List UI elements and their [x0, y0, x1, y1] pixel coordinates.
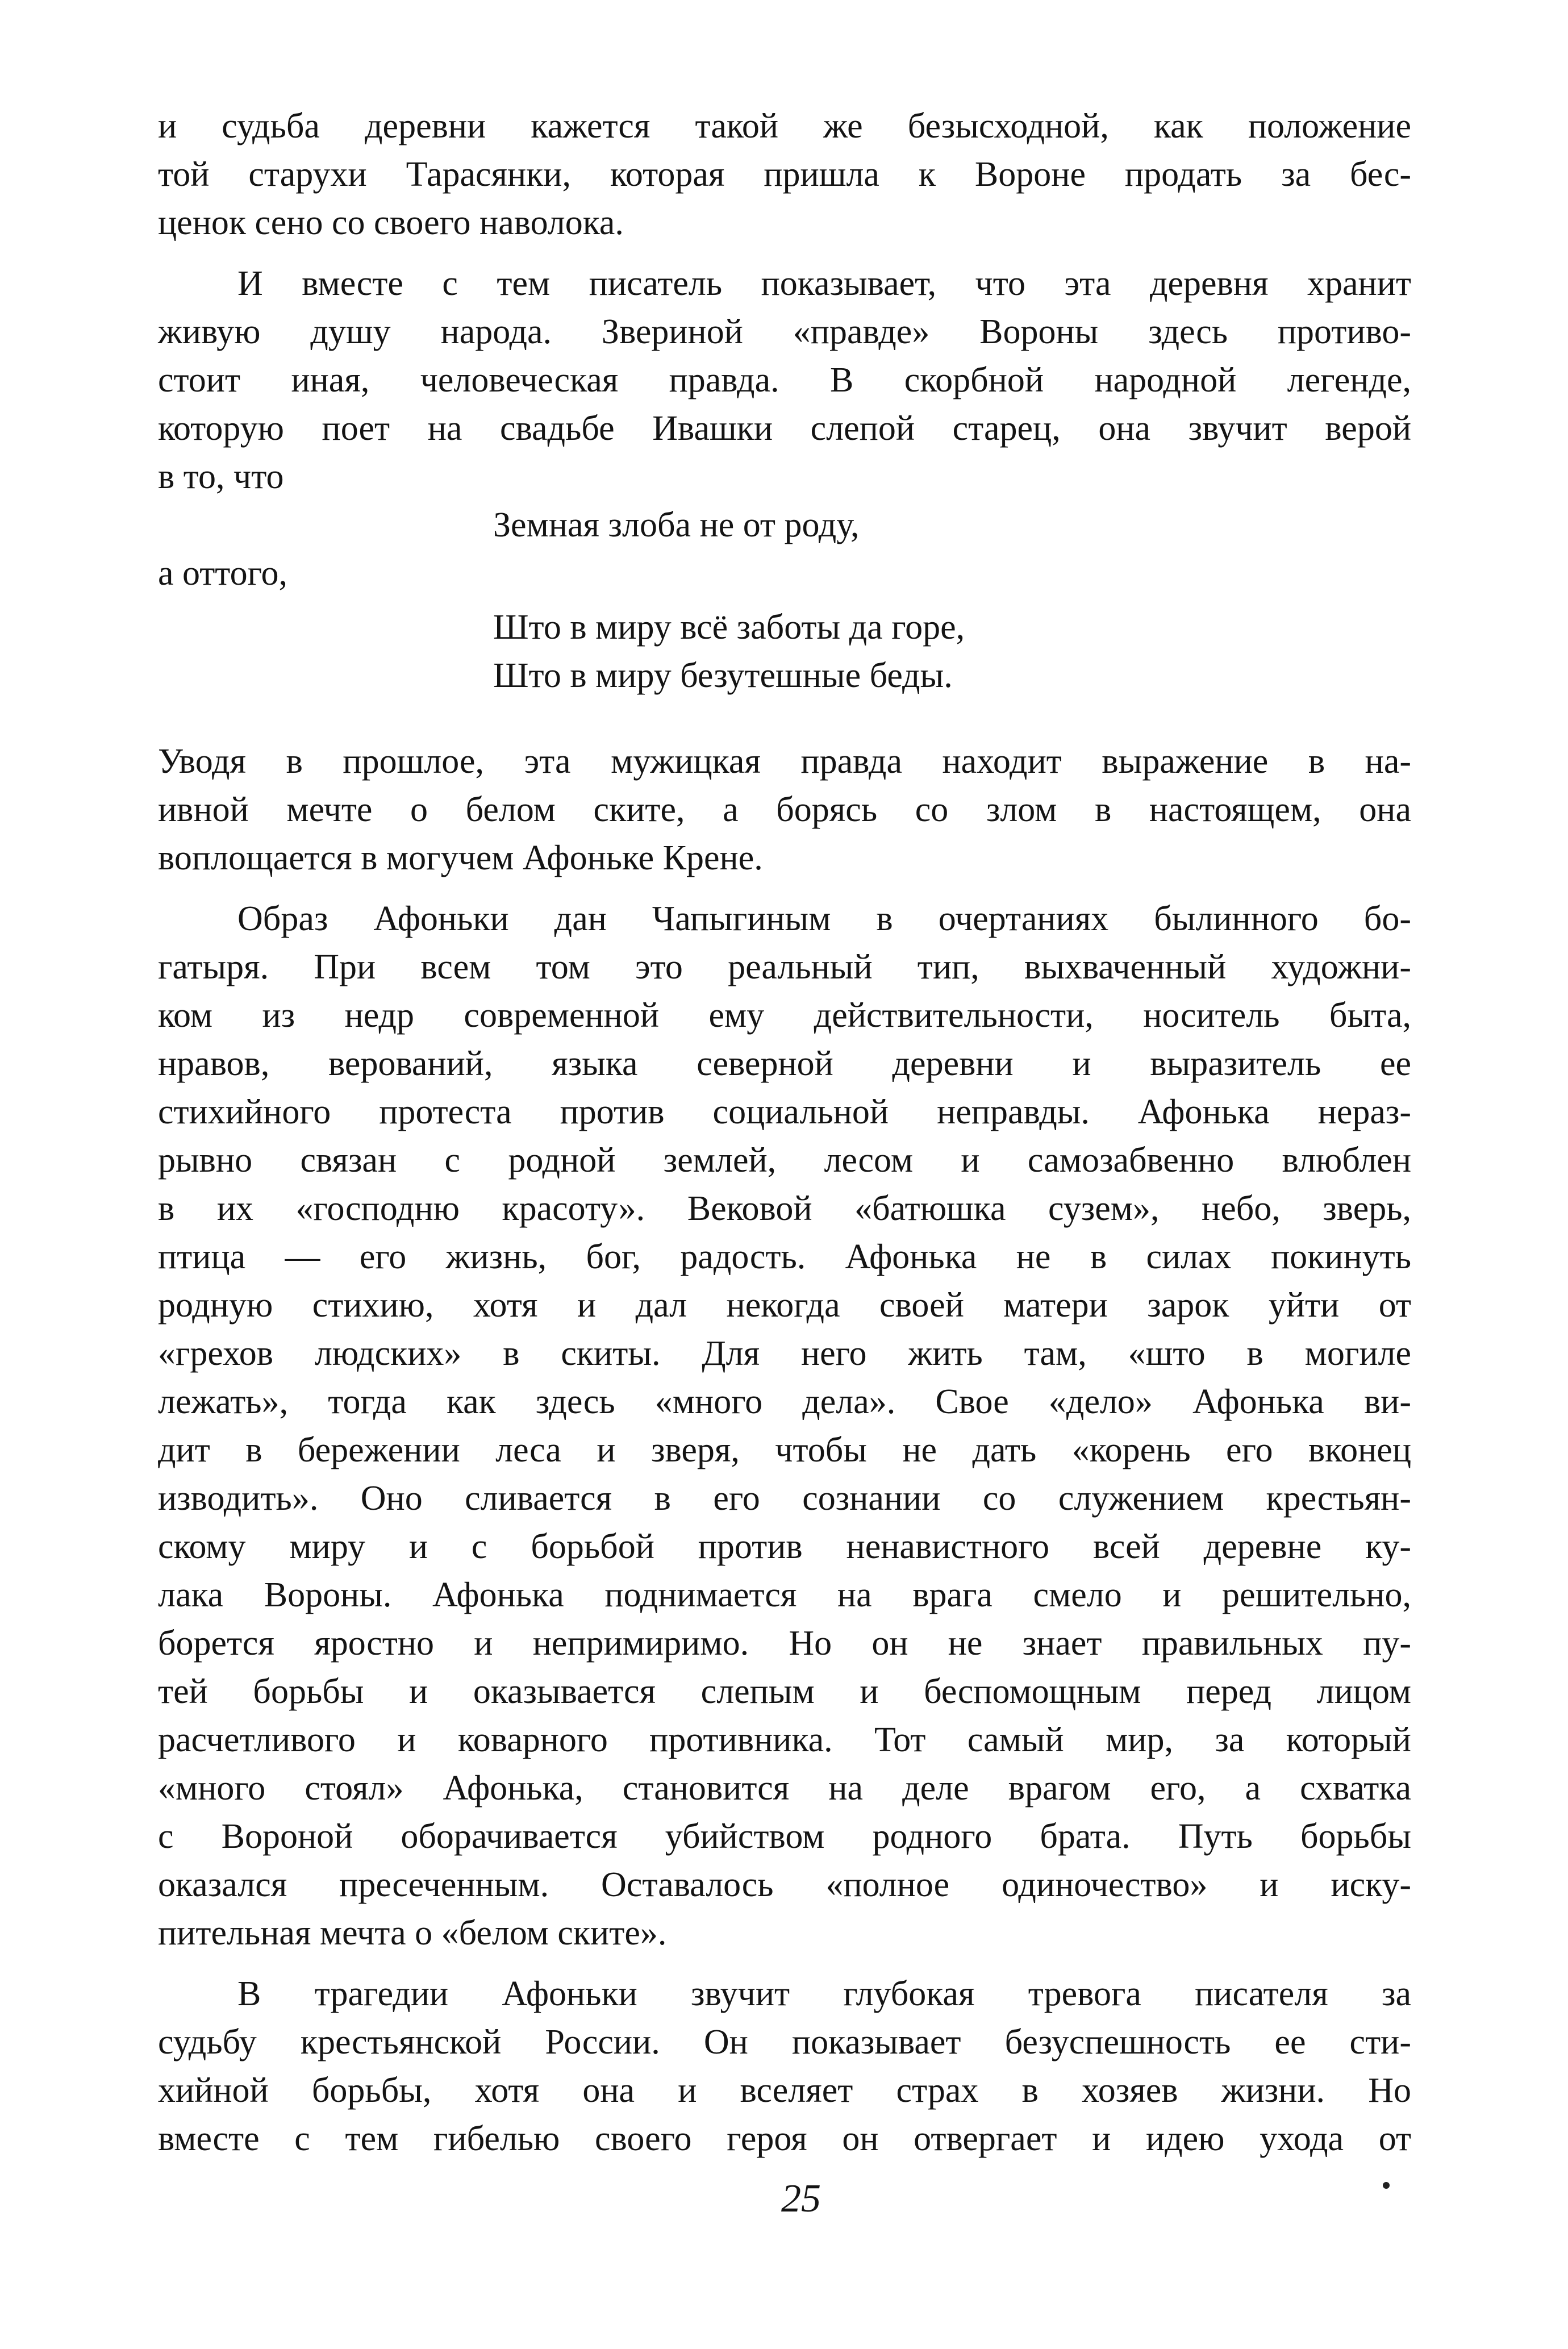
text-line: живую душу народа. Звериной «правде» Вороны здесь противо- [158, 313, 1411, 351]
verse-quote-2 [158, 603, 1411, 700]
text-line: Уводя в прошлое, эта мужицкая правда находит выражение в на- [158, 742, 1411, 781]
connecting-text: а оттого, [158, 554, 287, 593]
verse-quote-1 [158, 501, 1411, 549]
text-line: ивной мечте о белом ските, а борясь со злом в настоящем, она [158, 790, 1411, 829]
text-line: скому миру и с борьбой против ненавистного всей деревне ку- [158, 1527, 1411, 1566]
page-number: 25 [781, 2177, 821, 2221]
text-line: тей борьбы и оказывается слепым и беспомощным перед лицом [158, 1672, 1411, 1711]
text-line: судьбу крестьянской России. Он показывает безуспешность ее сти- [158, 2023, 1411, 2061]
text-line: лежать», тогда как здесь «много дела». Свое «дело» Афонька ви- [158, 1382, 1411, 1421]
text-line: пительная мечта о «белом ските». [158, 1914, 667, 1952]
text-line: нравов, верований, языка северной деревни и выразитель ее [158, 1044, 1411, 1083]
text-line: хийной борьбы, хотя она и вселяет страх в хозяев жизни. Но [158, 2071, 1411, 2110]
text-line: рывно связан с родной землей, лесом и самозабвенно влюблен [158, 1141, 1411, 1180]
text-line: и судьба деревни кажется такой же безысходной, как положение [158, 107, 1411, 145]
text-line: Образ Афоньки дан Чапыгиным в очертаниях былинного бо- [237, 899, 1411, 938]
text-line: в их «господню красоту». Вековой «батюшка сузем», небо, зверь, [158, 1189, 1411, 1228]
text-line: птица — его жизнь, бог, радость. Афонька не в силах покинуть [158, 1238, 1411, 1276]
text-line: стихийного протеста против социальной неправды. Афонька нераз- [158, 1093, 1411, 1131]
paragraph-3 [158, 738, 1411, 882]
text-line: расчетливого и коварного противника. Тот самый мир, за который [158, 1721, 1411, 1759]
text-line: которую поет на свадьбе Ивашки слепой старец, она звучит верой [158, 409, 1411, 448]
text-line: ком из недр современной ему действительности, носитель быта, [158, 996, 1411, 1035]
text-line: В трагедии Афоньки звучит глубокая тревога писателя за [237, 1975, 1411, 2013]
text-line: воплощается в могучем Афоньке Крене. [158, 839, 763, 877]
text-line: дит в бережении леса и зверя, чтобы не дать «корень его вконец [158, 1431, 1411, 1469]
text-line: той старухи Тарасянки, которая пришла к Вороне продать за бес- [158, 155, 1411, 194]
text-line: с Вороной оборачивается убийством родного брата. Путь борьбы [158, 1817, 1411, 1856]
text-line: гатыря. При всем том это реальный тип, выхваченный художни- [158, 948, 1411, 986]
page-body [158, 102, 1411, 2163]
paragraph-1 [158, 102, 1411, 247]
text-line: изводить». Оно сливается в его сознании со служением крестьян- [158, 1479, 1411, 1518]
text-line: «грехов людских» в скиты. Для него жить там, «што в могиле [158, 1334, 1411, 1373]
text-line: «много стоял» Афонька, становится на деле врагом его, а схватка [158, 1769, 1411, 1807]
print-speck [1383, 2182, 1390, 2189]
paragraph-5 [158, 1970, 1411, 2163]
paragraph-2 [158, 260, 1411, 501]
text-line: лака Вороны. Афонька поднимается на врага смело и решительно, [158, 1576, 1411, 1614]
text-line: оказался пресеченным. Оставалось «полное одиночество» и иску- [158, 1865, 1411, 1904]
text-line: стоит иная, человеческая правда. В скорбной народной легенде, [158, 361, 1411, 399]
text-line: ценок сено со своего наволока. [158, 203, 624, 242]
verse-line: Земная злоба не от роду, [493, 506, 860, 544]
text-line: в то, что [158, 457, 284, 496]
text-line: вместе с тем гибелью своего героя он отвергает и идею ухода от [158, 2119, 1411, 2158]
verse-line: Што в миру безутешные беды. [493, 656, 953, 695]
text-line: родную стихию, хотя и дал некогда своей матери зарок уйти от [158, 1286, 1411, 1325]
text-line: борется яростно и непримиримо. Но он не знает правильных пу- [158, 1624, 1411, 1663]
text-line: И вместе с тем писатель показывает, что эта деревня хранит [237, 264, 1411, 303]
verse-line: Што в миру всё заботы да горе, [493, 608, 965, 647]
paragraph-4 [158, 895, 1411, 1958]
